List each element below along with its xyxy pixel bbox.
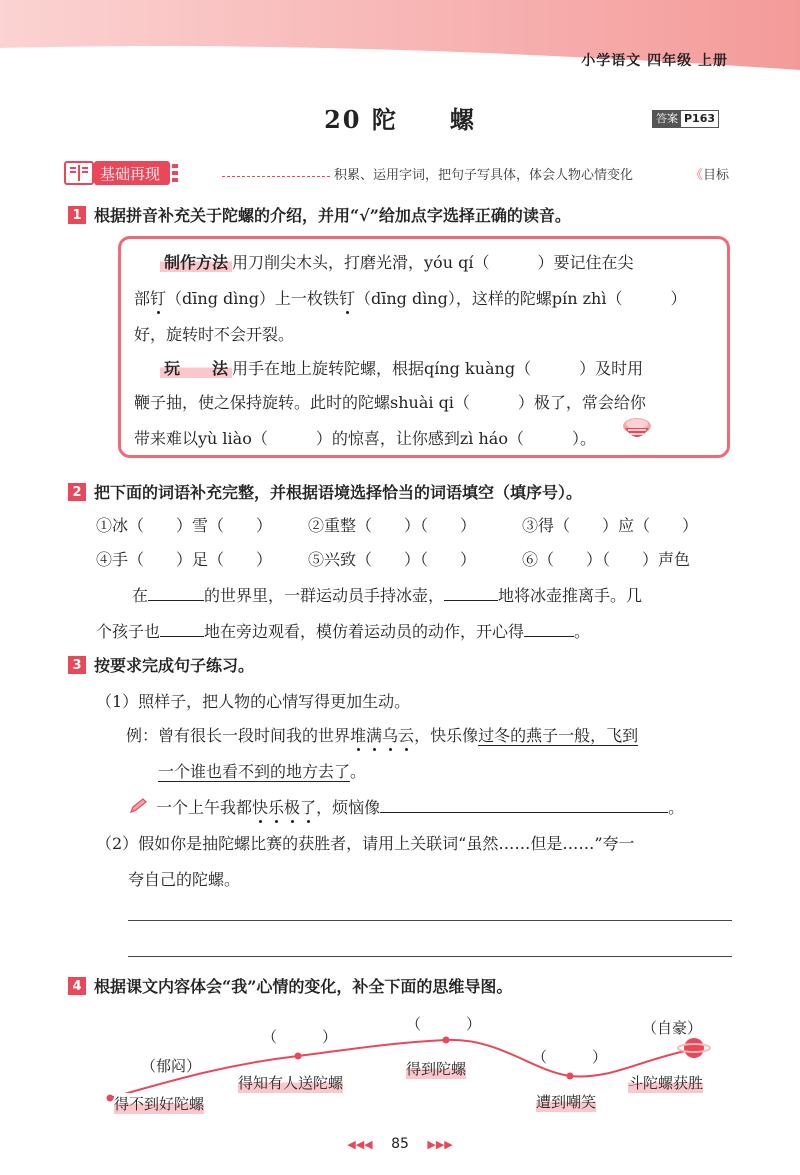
question-number-1: 1: [68, 206, 86, 224]
question-2-title: 把下面的词语补充完整，并根据语境选择恰当的词语填空（填序号）。: [94, 483, 583, 502]
answer-line[interactable]: [128, 956, 732, 957]
mood-point: [443, 1037, 450, 1044]
tag-play-method: 玩 法: [160, 359, 232, 378]
sub-question-2-line-2: 夸自己的陀螺。: [128, 870, 241, 889]
underlined-phrase: 过冬的燕子一般，飞到: [478, 726, 639, 745]
idiom-2: ②重整（ ）（ ）: [308, 516, 477, 535]
example-line-2: 一个谁也看不到的地方去了。: [158, 762, 367, 781]
event-5: 斗陀螺获胜: [628, 1074, 704, 1092]
sub-question-2-line-1: （2）假如你是抽陀螺比赛的获胜者，请用上关联词“虽然……但是……”夸一: [96, 834, 635, 853]
dotted-char: 钉: [150, 289, 167, 308]
blank-line[interactable]: [160, 622, 204, 637]
blank-line[interactable]: [524, 622, 574, 637]
section-title: 基础再现: [94, 161, 170, 185]
page-number: 85: [391, 1136, 409, 1152]
section-goal: 积累、运用字词，把句子写具体，体会人物心情变化: [334, 168, 634, 183]
fill-paragraph-line-1: 在 的世界里，一群运动员手持冰壶， 地将冰壶推离手。几: [132, 586, 643, 605]
section-divider: [222, 176, 330, 177]
badge-stripes-icon: [170, 161, 180, 185]
event-1: 得不到好陀螺: [114, 1095, 205, 1113]
blank-line[interactable]: [148, 586, 204, 601]
intro-line-4: 玩 法 用手在地上旋转陀螺，根据qíng kuàng（ ）及时用: [134, 356, 643, 379]
lesson-title: 20 陀 螺: [324, 105, 476, 134]
write-sentence: 一个上午我都快乐极了，烦恼像 。: [156, 798, 685, 817]
answer-reference: [652, 110, 719, 128]
mood-point: [567, 1073, 574, 1080]
sub-question-1: （1）照样子，把人物的心情写得更加生动。: [96, 692, 411, 711]
question-number-2: 2: [68, 483, 86, 501]
section-badge: [64, 160, 180, 186]
question-number-3: 3: [68, 656, 86, 674]
question-3-title: 按要求完成句子练习。: [94, 656, 255, 675]
mood-3: （ ）: [406, 1015, 482, 1033]
goal-label: 《目标: [690, 168, 730, 183]
event-4: 遭到嘲笑: [536, 1093, 597, 1111]
dotted-char: 钉: [338, 289, 355, 308]
question-1-title: 根据拼音补充关于陀螺的介绍，并用“√”给加点字选择正确的读音。: [94, 206, 571, 225]
course-label: 小学语文 四年级 上册: [581, 53, 728, 69]
idiom-6: ⑥（ ）（ ）声色: [522, 550, 691, 569]
answer-page: P163: [684, 112, 716, 125]
prev-arrows-icon: ◀◀◀: [347, 1138, 373, 1151]
planet-icon: [678, 1038, 710, 1058]
blank-line[interactable]: [444, 586, 498, 601]
underlined-phrase: 一个谁也看不到的地方去了: [158, 762, 351, 781]
mood-4: （ ）: [532, 1048, 608, 1066]
mood-1: （郁闷）: [141, 1057, 202, 1075]
idiom-3: ③得（ ）应（ ）: [522, 516, 699, 535]
idiom-1: ①冰（ ）雪（ ）: [96, 516, 273, 535]
mood-5: （自豪）: [642, 1019, 703, 1037]
intro-line-1: 制作方法 用刀削尖木头，打磨光滑，yóu qí（ ）要记住在尖: [134, 250, 633, 273]
mood-point: [295, 1053, 302, 1060]
mood-point: [107, 1095, 114, 1102]
book-icon: [64, 160, 94, 186]
page-footer: [0, 1136, 800, 1152]
answer-label: 答案: [653, 111, 681, 127]
answer-line[interactable]: [128, 920, 732, 921]
event-2: 得知有人送陀螺: [238, 1074, 344, 1092]
dotted-phrase: 堆满乌云: [350, 726, 415, 745]
event-3: 得到陀螺: [406, 1060, 467, 1078]
example-line-1: 例：曾有很长一段时间我的世界堆满乌云，快乐像过冬的燕子一般，飞到: [126, 726, 639, 745]
answer-blank[interactable]: [380, 798, 668, 813]
intro-line-2: 部钉（dīng dìng）上一枚铁钉（dīng dìng），这样的陀螺pín zhì（ ）: [134, 289, 687, 308]
chevron-left-icon: 《: [690, 168, 704, 183]
spinning-top-icon: [620, 412, 654, 446]
intro-line-3: 好，旋转时不会开裂。: [134, 325, 295, 344]
idiom-4: ④手（ ）足（ ）: [96, 550, 273, 569]
question-4-title: 根据课文内容体会“我”心情的变化，补全下面的思维导图。: [94, 977, 513, 996]
idiom-5: ⑤兴致（ ）（ ）: [308, 550, 477, 569]
intro-line-6: 带来难以yù liào（ ）的惊喜，让你感到zì háo（ ）。: [134, 429, 596, 448]
next-arrows-icon: ▶▶▶: [427, 1138, 453, 1151]
mood-2: （ ）: [262, 1028, 338, 1046]
question-number-4: 4: [68, 977, 86, 995]
dotted-phrase: 快乐极了: [252, 798, 317, 817]
tag-making-method: 制作方法: [160, 253, 232, 272]
pencil-icon: [128, 797, 148, 815]
intro-line-5: 鞭子抽，使之保持旋转。此时的陀螺shuài qi（ ）极了，常会给你: [134, 393, 646, 412]
fill-paragraph-line-2: 个孩子也 地在旁边观看，模仿着运动员的动作，开心得 。: [96, 622, 591, 641]
